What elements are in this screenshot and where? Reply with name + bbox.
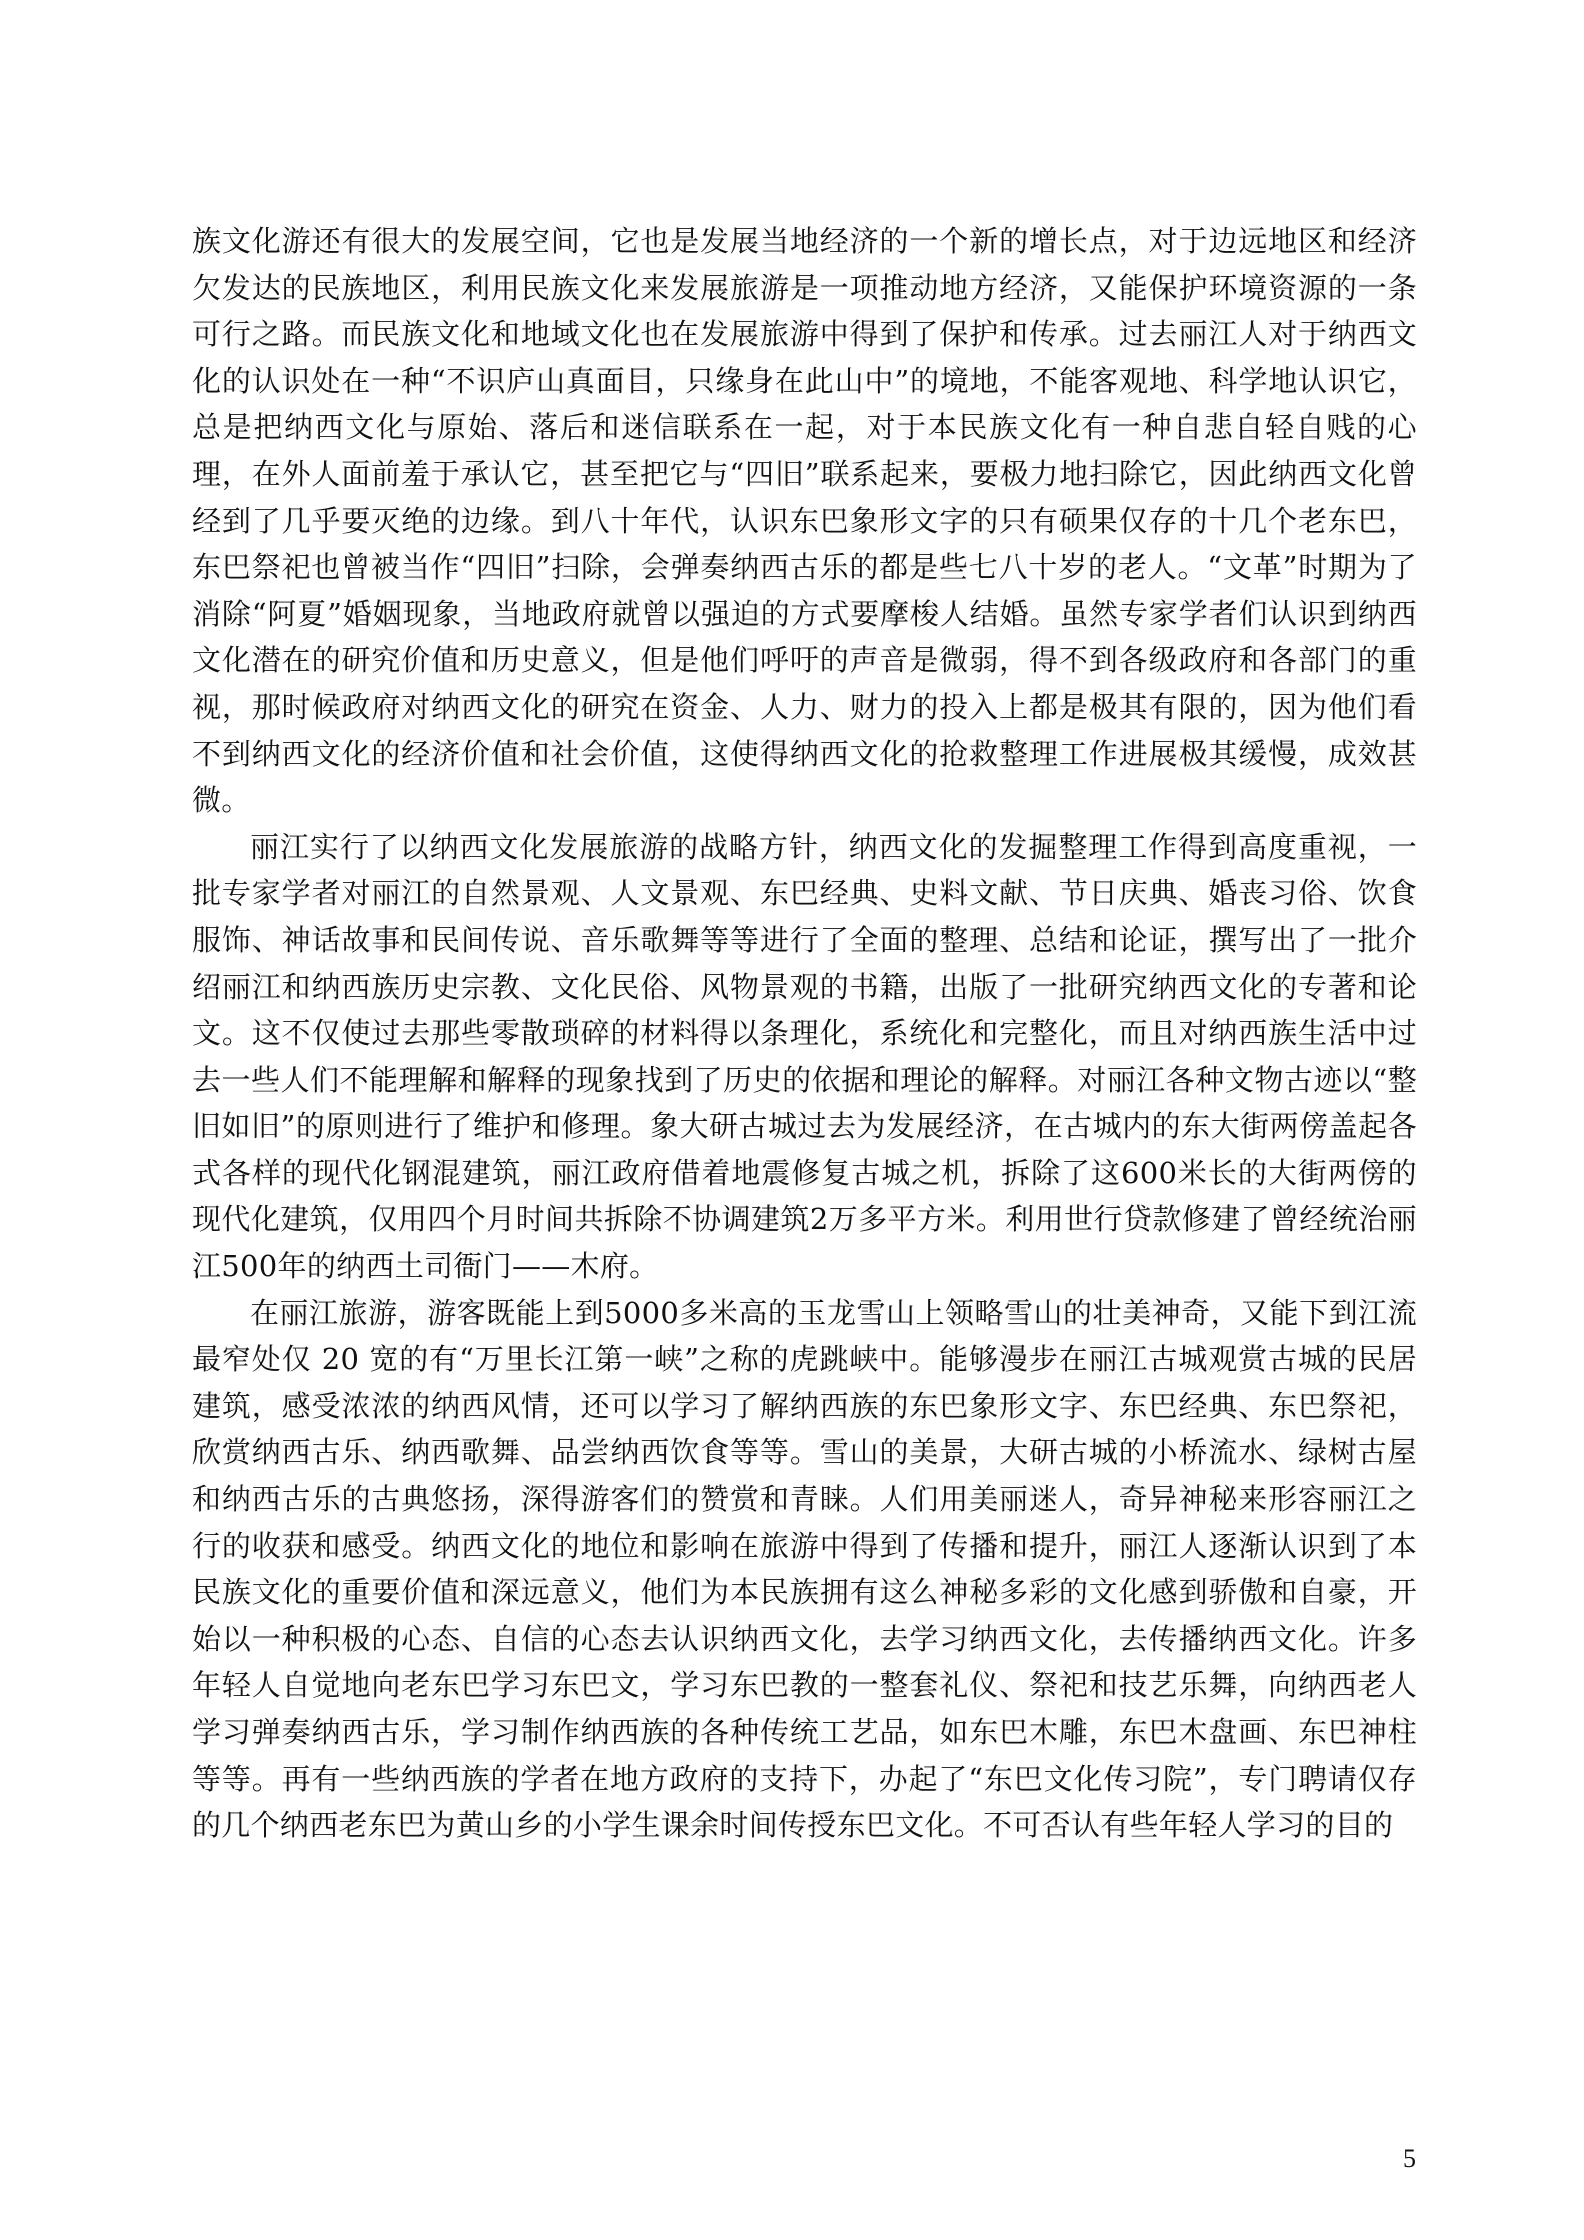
body-text [192, 218, 1417, 1849]
paragraph-1: 族文化游还有很大的发展空间，它也是发展当地经济的一个新的增长点，对于边远地区和经济欠发达的民族地区，利用民族文化来发展旅游是一项推动地方经济，又能保护环境资源的一条可行之路。而民族文化和地域文化也在发展旅游中得到了保护和传承。过去丽江人对于纳西文化的认识处在一种“不识庐山真面目，只缘身在此山中”的境地，不能客观地、科学地认识它，总是把纳西文化与原始、落后和迷信联系在一起，对于本民族文化有一种自悲自轻自贱的心理，在外人面前羞于承认它，甚至把它与“四旧”联系起来，要极力地扫除它，因此纳西文化曾经到了几乎要灭绝的边缘。到八十年代，认识东巴象形文字的只有硕果仅存的十几个老东巴，东巴祭祀也曾被当作“四旧”扫除，会弹奏纳西古乐的都是些七八十岁的老人。“文革”时期为了消除“阿夏”婚姻现象，当地政府就曾以强迫的方式要摩梭人结婚。虽然专家学者们认识到纳西文化潜在的研究价值和历史意义，但是他们呼吁的声音是微弱，得不到各级政府和各部门的重视，那时候政府对纳西文化的研究在资金、人力、财力的投入上都是极其有限的，因为他们看不到纳西文化的经济价值和社会价值，这使得纳西文化的抢救整理工作进展极其缓慢，成效甚微。 [192, 224, 1417, 818]
page-number: 5 [1403, 2144, 1416, 2173]
paragraph-2: 丽江实行了以纳西文化发展旅游的战略方针，纳西文化的发掘整理工作得到高度重视，一批专家学者对丽江的自然景观、人文景观、东巴经典、史料文献、节日庆典、婚丧习俗、饮食服饰、神话故事和民间传说、音乐歌舞等等进行了全面的整理、总结和论证，撰写出了一批介绍丽江和纳西族历史宗教、文化民俗、风物景观的书籍，出版了一批研究纳西文化的专著和论文。这不仅使过去那些零散琐碎的材料得以条理化，系统化和完整化，而且对纳西族生活中过去一些人们不能理解和解释的现象找到了历史的依据和理论的解释。对丽江各种文物古迹以“整旧如旧”的原则进行了维护和修理。象大研古城过去为发展经济，在古城内的东大街两傍盖起各式各样的现代化钢混建筑，丽江政府借着地震修复古城之机，拆除了这600米长的大街两傍的现代化建筑，仅用四个月时间共拆除不协调建筑2万多平方米。利用世行贷款修建了曾经统治丽江500年的纳西土司衙门——木府。 [192, 829, 1417, 1284]
paragraph-3: 在丽江旅游，游客既能上到5000多米高的玉龙雪山上领略雪山的壮美神奇，又能下到江流最窄处仅 20 宽的有“万里长江第一峡”之称的虎跳峡中。能够漫步在丽江古城观赏古城的民居建筑，感受浓浓的纳西风情，还可以学习了解纳西族的东巴象形文字、东巴经典、东巴祭祀，欣赏纳西古乐、纳西歌舞、品尝纳西饮食等等。雪山的美景，大研古城的小桥流水、绿树古屋和纳西古乐的古典悠扬，深得游客们的赞赏和青睐。人们用美丽迷人，奇异神秘来形容丽江之行的收获和感受。纳西文化的地位和影响在旅游中得到了传播和提升，丽江人逐渐认识到了本民族文化的重要价值和深远意义，他们为本民族拥有这么神秘多彩的文化感到骄傲和自豪，开始以一种积极的心态、自信的心态去认识纳西文化，去学习纳西文化，去传播纳西文化。许多年轻人自觉地向老东巴学习东巴文，学习东巴教的一整套礼仪、祭祀和技艺乐舞，向纳西老人学习弹奏纳西古乐，学习制作纳西族的各种传统工艺品，如东巴木雕，东巴木盘画、东巴神柱等等。再有一些纳西族的学者在地方政府的支持下，办起了“东巴文化传习院”，专门聘请仅存的几个纳西老东巴为黄山乡的小学生课余时间传授东巴文化。不可否认有些年轻人学习的目的 [192, 1295, 1417, 1843]
